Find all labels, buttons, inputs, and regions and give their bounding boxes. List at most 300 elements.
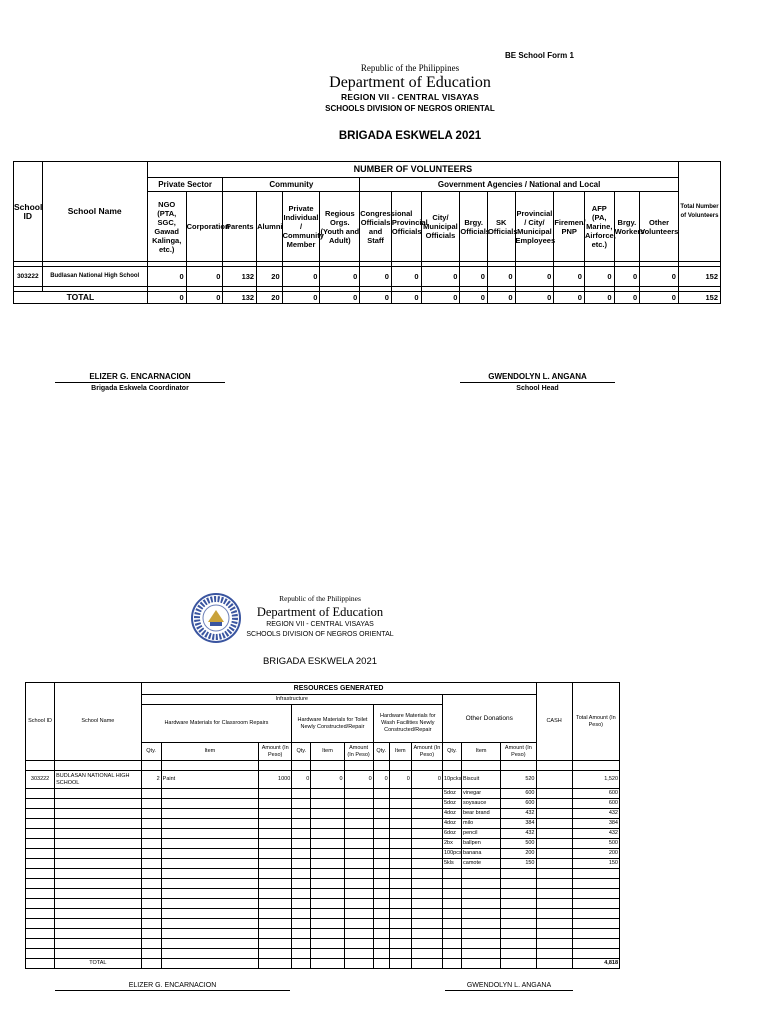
school-name-cell bbox=[55, 889, 141, 899]
col-qty: Qty. bbox=[141, 743, 161, 761]
amount-cell bbox=[259, 939, 292, 949]
table-row bbox=[26, 889, 620, 899]
col-school-id: School ID bbox=[14, 162, 43, 262]
qty-cell bbox=[141, 799, 161, 809]
toilet-cell bbox=[344, 829, 373, 839]
donation-amount-cell bbox=[501, 919, 536, 929]
wash-cell bbox=[389, 909, 411, 919]
table-cell bbox=[344, 761, 373, 771]
school-id-cell bbox=[26, 799, 55, 809]
col-brgy-officials: Brgy. Officials bbox=[460, 192, 488, 262]
amount-cell bbox=[259, 839, 292, 849]
amount-cell bbox=[259, 809, 292, 819]
item-cell bbox=[161, 899, 258, 909]
table-cell bbox=[161, 959, 258, 969]
total-cell: 0 bbox=[421, 292, 460, 304]
republic-line: Republic of the Philippines bbox=[279, 594, 361, 603]
donation-amount-cell: 500 bbox=[501, 839, 536, 849]
donation-qty-cell bbox=[442, 899, 461, 909]
school-name-cell bbox=[55, 949, 141, 959]
table-cell bbox=[501, 959, 536, 969]
value-cell: 0 bbox=[554, 267, 585, 287]
table-row bbox=[26, 949, 620, 959]
toilet-cell bbox=[292, 809, 311, 819]
toilet-cell bbox=[292, 889, 311, 899]
wash-cell bbox=[373, 919, 389, 929]
amount-cell bbox=[259, 789, 292, 799]
wash-cell bbox=[389, 929, 411, 939]
wash-cell bbox=[373, 849, 389, 859]
col-amount: Amount (In Peso) bbox=[501, 743, 536, 761]
donation-item-cell: soysauce bbox=[462, 799, 501, 809]
donation-qty-cell: 4doz bbox=[442, 819, 461, 829]
toilet-cell bbox=[292, 919, 311, 929]
col-ngo: NGO (PTA, SGC, Gawad Kalinga, etc.) bbox=[147, 192, 186, 262]
toilet-cell bbox=[292, 899, 311, 909]
toilet-cell bbox=[311, 939, 344, 949]
item-cell bbox=[161, 889, 258, 899]
total-cell: 0 bbox=[186, 292, 223, 304]
toilet-cell bbox=[311, 829, 344, 839]
table-row bbox=[26, 809, 620, 819]
table-row bbox=[26, 879, 620, 889]
amount-cell: 1000 bbox=[259, 771, 292, 789]
toilet-cell bbox=[292, 819, 311, 829]
total-cell: 0 bbox=[320, 292, 360, 304]
row-total-cell: 500 bbox=[572, 839, 619, 849]
row-total-cell: 600 bbox=[572, 789, 619, 799]
school-id-cell: 303222 bbox=[26, 771, 55, 789]
cash-cell bbox=[536, 859, 572, 869]
total-cell: 0 bbox=[487, 292, 515, 304]
table-cell bbox=[572, 761, 619, 771]
item-cell bbox=[161, 819, 258, 829]
item-cell bbox=[161, 829, 258, 839]
cash-cell bbox=[536, 899, 572, 909]
donation-amount-cell bbox=[501, 929, 536, 939]
toilet-cell bbox=[344, 899, 373, 909]
total-cell: 20 bbox=[257, 292, 283, 304]
total-cell: 0 bbox=[515, 292, 554, 304]
cash-cell bbox=[536, 889, 572, 899]
table-cell bbox=[442, 761, 461, 771]
toilet-cell bbox=[344, 819, 373, 829]
donation-amount-cell: 600 bbox=[501, 799, 536, 809]
row-total-cell: 600 bbox=[572, 799, 619, 809]
item-cell bbox=[161, 799, 258, 809]
col-amount: Amount (In Peso) bbox=[259, 743, 292, 761]
wash-cell bbox=[411, 869, 442, 879]
value-cell: 0 bbox=[460, 267, 488, 287]
donation-item-cell bbox=[462, 919, 501, 929]
toilet-cell bbox=[344, 859, 373, 869]
table-cell bbox=[292, 761, 311, 771]
amount-cell bbox=[259, 859, 292, 869]
table-cell bbox=[536, 761, 572, 771]
total-cell: 0 bbox=[391, 292, 421, 304]
row-total-cell bbox=[572, 889, 619, 899]
item-cell bbox=[161, 909, 258, 919]
donation-amount-cell: 600 bbox=[501, 789, 536, 799]
value-cell: 0 bbox=[147, 267, 186, 287]
row-total-cell bbox=[572, 939, 619, 949]
cash-cell bbox=[536, 869, 572, 879]
wash-cell bbox=[411, 919, 442, 929]
value-cell: 0 bbox=[186, 267, 223, 287]
school-name-cell bbox=[55, 839, 141, 849]
donation-amount-cell bbox=[501, 869, 536, 879]
col-school-id: School ID bbox=[26, 683, 55, 761]
donation-item-cell: camote bbox=[462, 859, 501, 869]
toilet-cell bbox=[311, 809, 344, 819]
wash-header: Hardware Materials for Wash Facilities Newly Constructed/Repair bbox=[373, 705, 442, 743]
school-head-name: GWENDOLYN L. ANGANA bbox=[445, 982, 573, 991]
amount-cell bbox=[259, 829, 292, 839]
row-total-cell: 152 bbox=[678, 267, 720, 287]
item-cell bbox=[161, 939, 258, 949]
item-cell bbox=[161, 949, 258, 959]
donation-item-cell: milo bbox=[462, 819, 501, 829]
toilet-cell bbox=[311, 849, 344, 859]
amount-cell bbox=[259, 799, 292, 809]
toilet-cell bbox=[311, 869, 344, 879]
wash-cell bbox=[389, 839, 411, 849]
value-cell: 0 bbox=[421, 267, 460, 287]
school-name-cell bbox=[55, 879, 141, 889]
toilet-cell bbox=[344, 799, 373, 809]
value-cell: 0 bbox=[584, 267, 614, 287]
wash-cell bbox=[389, 939, 411, 949]
table-cell bbox=[26, 959, 55, 969]
row-total-cell: 150 bbox=[572, 859, 619, 869]
col-other-volunteers: Other Volunteers bbox=[640, 192, 679, 262]
table-row bbox=[26, 939, 620, 949]
cash-cell bbox=[536, 929, 572, 939]
wash-cell bbox=[373, 859, 389, 869]
wash-cell bbox=[411, 859, 442, 869]
division-line: SCHOOLS DIVISION OF NEGROS ORIENTAL bbox=[325, 104, 495, 113]
other-donations-header: Other Donations bbox=[442, 695, 536, 743]
donation-item-cell: vinegar bbox=[462, 789, 501, 799]
toilet-cell bbox=[292, 859, 311, 869]
school-name-cell bbox=[55, 919, 141, 929]
wash-cell bbox=[389, 819, 411, 829]
wash-cell bbox=[411, 879, 442, 889]
toilet-cell bbox=[311, 799, 344, 809]
toilet-cell bbox=[292, 909, 311, 919]
table-cell bbox=[259, 959, 292, 969]
wash-cell: 0 bbox=[411, 771, 442, 789]
school-id-cell bbox=[26, 879, 55, 889]
wash-cell bbox=[411, 799, 442, 809]
toilet-cell bbox=[344, 809, 373, 819]
table-cell bbox=[259, 761, 292, 771]
donation-amount-cell bbox=[501, 899, 536, 909]
col-provincial: Provincial Officials bbox=[391, 192, 421, 262]
donation-qty-cell bbox=[442, 929, 461, 939]
toilet-cell bbox=[311, 929, 344, 939]
table-row bbox=[26, 899, 620, 909]
qty-cell bbox=[141, 909, 161, 919]
total-cell: 0 bbox=[584, 292, 614, 304]
wash-cell: 0 bbox=[373, 771, 389, 789]
region-line: REGION VII - CENTRAL VISAYAS bbox=[340, 92, 479, 102]
donation-amount-cell: 432 bbox=[501, 829, 536, 839]
cash-cell bbox=[536, 799, 572, 809]
col-sk-officials: SK Officials bbox=[487, 192, 515, 262]
school-id-cell bbox=[26, 849, 55, 859]
table-cell bbox=[344, 959, 373, 969]
value-cell: 0 bbox=[320, 267, 360, 287]
school-name-cell bbox=[55, 829, 141, 839]
page2-title: BRIGADA ESKWELA 2021 bbox=[262, 656, 378, 667]
toilet-cell bbox=[292, 799, 311, 809]
donation-qty-cell: 5doz bbox=[442, 799, 461, 809]
school-name-cell: BUDLASAN NATIONAL HIGH SCHOOL bbox=[55, 771, 141, 789]
school-id-cell bbox=[26, 869, 55, 879]
qty-cell bbox=[141, 829, 161, 839]
classroom-header: Hardware Materials for Classroom Repairs bbox=[141, 705, 292, 743]
donation-item-cell: Biscuit bbox=[462, 771, 501, 789]
qty-cell bbox=[141, 819, 161, 829]
donation-item-cell bbox=[462, 889, 501, 899]
school-head-signature-page2 bbox=[445, 982, 573, 991]
toilet-header: Hardware Materials for Toilet Newly Constructed/Repair bbox=[292, 705, 373, 743]
value-cell: 0 bbox=[282, 267, 320, 287]
cash-cell bbox=[536, 879, 572, 889]
table-row bbox=[26, 859, 620, 869]
cash-cell bbox=[536, 809, 572, 819]
table-cell bbox=[389, 761, 411, 771]
col-total-volunteers: Total Number of Volunteers bbox=[678, 162, 720, 262]
department-title: Department of Education bbox=[329, 74, 491, 91]
resources-table bbox=[25, 682, 620, 969]
wash-cell bbox=[373, 799, 389, 809]
infrastructure-header: Infrastructure bbox=[141, 695, 442, 705]
school-name-cell bbox=[55, 899, 141, 909]
toilet-cell bbox=[344, 889, 373, 899]
page2-header bbox=[230, 593, 410, 640]
wash-cell bbox=[389, 869, 411, 879]
toilet-cell bbox=[344, 849, 373, 859]
donation-amount-cell bbox=[501, 889, 536, 899]
coordinator-signature bbox=[55, 372, 225, 392]
donation-qty-cell: 5kls bbox=[442, 859, 461, 869]
wash-cell bbox=[411, 819, 442, 829]
item-cell bbox=[161, 919, 258, 929]
table-row bbox=[26, 869, 620, 879]
toilet-cell bbox=[344, 919, 373, 929]
table-cell bbox=[501, 761, 536, 771]
col-school-name: School Name bbox=[42, 162, 147, 262]
wash-cell: 0 bbox=[389, 771, 411, 789]
wash-cell bbox=[411, 789, 442, 799]
toilet-cell bbox=[311, 859, 344, 869]
wash-cell bbox=[373, 869, 389, 879]
toilet-cell bbox=[311, 819, 344, 829]
table-cell bbox=[311, 761, 344, 771]
col-alumni: Alumni bbox=[257, 192, 283, 262]
table-cell bbox=[462, 761, 501, 771]
wash-cell bbox=[373, 939, 389, 949]
donation-qty-cell: 2bx bbox=[442, 839, 461, 849]
toilet-cell: 0 bbox=[344, 771, 373, 789]
cash-cell bbox=[536, 939, 572, 949]
wash-cell bbox=[411, 809, 442, 819]
donation-amount-cell: 150 bbox=[501, 859, 536, 869]
table-cell bbox=[26, 761, 55, 771]
donation-amount-cell: 384 bbox=[501, 819, 536, 829]
amount-cell bbox=[259, 869, 292, 879]
school-id-cell: 303222 bbox=[14, 267, 43, 287]
amount-cell bbox=[259, 929, 292, 939]
row-total-cell: 432 bbox=[572, 829, 619, 839]
wash-cell bbox=[373, 889, 389, 899]
donation-qty-cell: 100pcs bbox=[442, 849, 461, 859]
item-cell bbox=[161, 849, 258, 859]
wash-cell bbox=[389, 889, 411, 899]
table-row bbox=[14, 267, 721, 287]
school-head-signature bbox=[460, 372, 615, 392]
coordinator-name: ELIZER G. ENCARNACION bbox=[55, 372, 225, 383]
toilet-cell bbox=[311, 919, 344, 929]
value-cell: 0 bbox=[487, 267, 515, 287]
wash-cell bbox=[411, 829, 442, 839]
school-name-cell bbox=[55, 819, 141, 829]
table-row bbox=[26, 789, 620, 799]
col-item: Item bbox=[389, 743, 411, 761]
table-row bbox=[26, 819, 620, 829]
toilet-cell bbox=[311, 899, 344, 909]
donation-qty-cell: 4doz bbox=[442, 809, 461, 819]
row-total-cell bbox=[572, 899, 619, 909]
cash-cell bbox=[536, 819, 572, 829]
school-name-cell bbox=[55, 869, 141, 879]
cash-cell bbox=[536, 909, 572, 919]
toilet-cell bbox=[311, 839, 344, 849]
grand-total-cell: 4,818 bbox=[572, 959, 619, 969]
row-total-cell bbox=[572, 919, 619, 929]
row-total-cell: 432 bbox=[572, 809, 619, 819]
qty-cell bbox=[141, 929, 161, 939]
donation-amount-cell bbox=[501, 949, 536, 959]
table-row bbox=[26, 799, 620, 809]
table-cell bbox=[141, 959, 161, 969]
toilet-cell bbox=[344, 909, 373, 919]
row-total-cell: 384 bbox=[572, 819, 619, 829]
col-private-individual: Private Individual / Community Member bbox=[282, 192, 320, 262]
private-sector-header: Private Sector bbox=[147, 178, 223, 192]
coordinator-role: Brigada Eskwela Coordinator bbox=[91, 385, 189, 392]
school-id-cell bbox=[26, 859, 55, 869]
school-id-cell bbox=[26, 909, 55, 919]
item-cell bbox=[161, 879, 258, 889]
total-cell: 0 bbox=[282, 292, 320, 304]
toilet-cell bbox=[292, 869, 311, 879]
donation-item-cell bbox=[462, 899, 501, 909]
col-religious-orgs: Regious Orgs. (Youth and Adult) bbox=[320, 192, 360, 262]
school-id-cell bbox=[26, 899, 55, 909]
row-total-cell: 200 bbox=[572, 849, 619, 859]
wash-cell bbox=[373, 789, 389, 799]
wash-cell bbox=[411, 889, 442, 899]
col-item: Item bbox=[462, 743, 501, 761]
cash-cell bbox=[536, 839, 572, 849]
wash-cell bbox=[411, 939, 442, 949]
qty-cell bbox=[141, 809, 161, 819]
government-header: Government Agencies / National and Local bbox=[360, 178, 679, 192]
col-afp: AFP (PA, Marine, Airforce, etc.) bbox=[584, 192, 614, 262]
cash-cell bbox=[536, 829, 572, 839]
school-name-cell bbox=[55, 799, 141, 809]
donation-qty-cell bbox=[442, 909, 461, 919]
col-total-amount: Total Amount (In Peso) bbox=[572, 683, 619, 761]
value-cell: 132 bbox=[223, 267, 257, 287]
qty-cell bbox=[141, 879, 161, 889]
school-id-cell bbox=[26, 829, 55, 839]
toilet-cell bbox=[344, 869, 373, 879]
wash-cell bbox=[373, 929, 389, 939]
wash-cell bbox=[411, 909, 442, 919]
wash-cell bbox=[389, 789, 411, 799]
item-cell bbox=[161, 839, 258, 849]
toilet-cell bbox=[292, 929, 311, 939]
toilet-cell: 0 bbox=[311, 771, 344, 789]
school-id-cell bbox=[26, 919, 55, 929]
donation-item-cell bbox=[462, 909, 501, 919]
table-cell bbox=[373, 761, 389, 771]
value-cell: 0 bbox=[391, 267, 421, 287]
total-cell: 0 bbox=[460, 292, 488, 304]
table-row bbox=[26, 929, 620, 939]
school-id-cell bbox=[26, 939, 55, 949]
total-row bbox=[26, 959, 620, 969]
col-congressional: Congressional Officials and Staff bbox=[360, 192, 392, 262]
col-cash: CASH bbox=[536, 683, 572, 761]
wash-cell bbox=[389, 949, 411, 959]
qty-cell bbox=[141, 899, 161, 909]
qty-cell bbox=[141, 859, 161, 869]
wash-cell bbox=[373, 909, 389, 919]
school-id-cell bbox=[26, 929, 55, 939]
donation-qty-cell bbox=[442, 879, 461, 889]
item-cell bbox=[161, 789, 258, 799]
table-cell bbox=[442, 959, 461, 969]
total-label: TOTAL bbox=[55, 959, 141, 969]
wash-cell bbox=[389, 919, 411, 929]
school-id-cell bbox=[26, 839, 55, 849]
row-total-cell bbox=[572, 879, 619, 889]
school-id-cell bbox=[26, 819, 55, 829]
table-cell bbox=[411, 761, 442, 771]
toilet-cell bbox=[311, 889, 344, 899]
cash-cell bbox=[536, 919, 572, 929]
school-name-cell bbox=[55, 849, 141, 859]
wash-cell bbox=[389, 899, 411, 909]
cash-cell bbox=[536, 789, 572, 799]
volunteers-table bbox=[13, 161, 721, 304]
wash-cell bbox=[389, 809, 411, 819]
row-total-cell: 1,520 bbox=[572, 771, 619, 789]
grand-total-cell: 152 bbox=[678, 292, 720, 304]
school-id-cell bbox=[26, 789, 55, 799]
school-id-cell bbox=[26, 949, 55, 959]
amount-cell bbox=[259, 919, 292, 929]
wash-cell bbox=[411, 929, 442, 939]
page-title: BRIGADA ESKWELA 2021 bbox=[338, 130, 482, 142]
toilet-cell bbox=[311, 789, 344, 799]
cash-cell bbox=[536, 849, 572, 859]
